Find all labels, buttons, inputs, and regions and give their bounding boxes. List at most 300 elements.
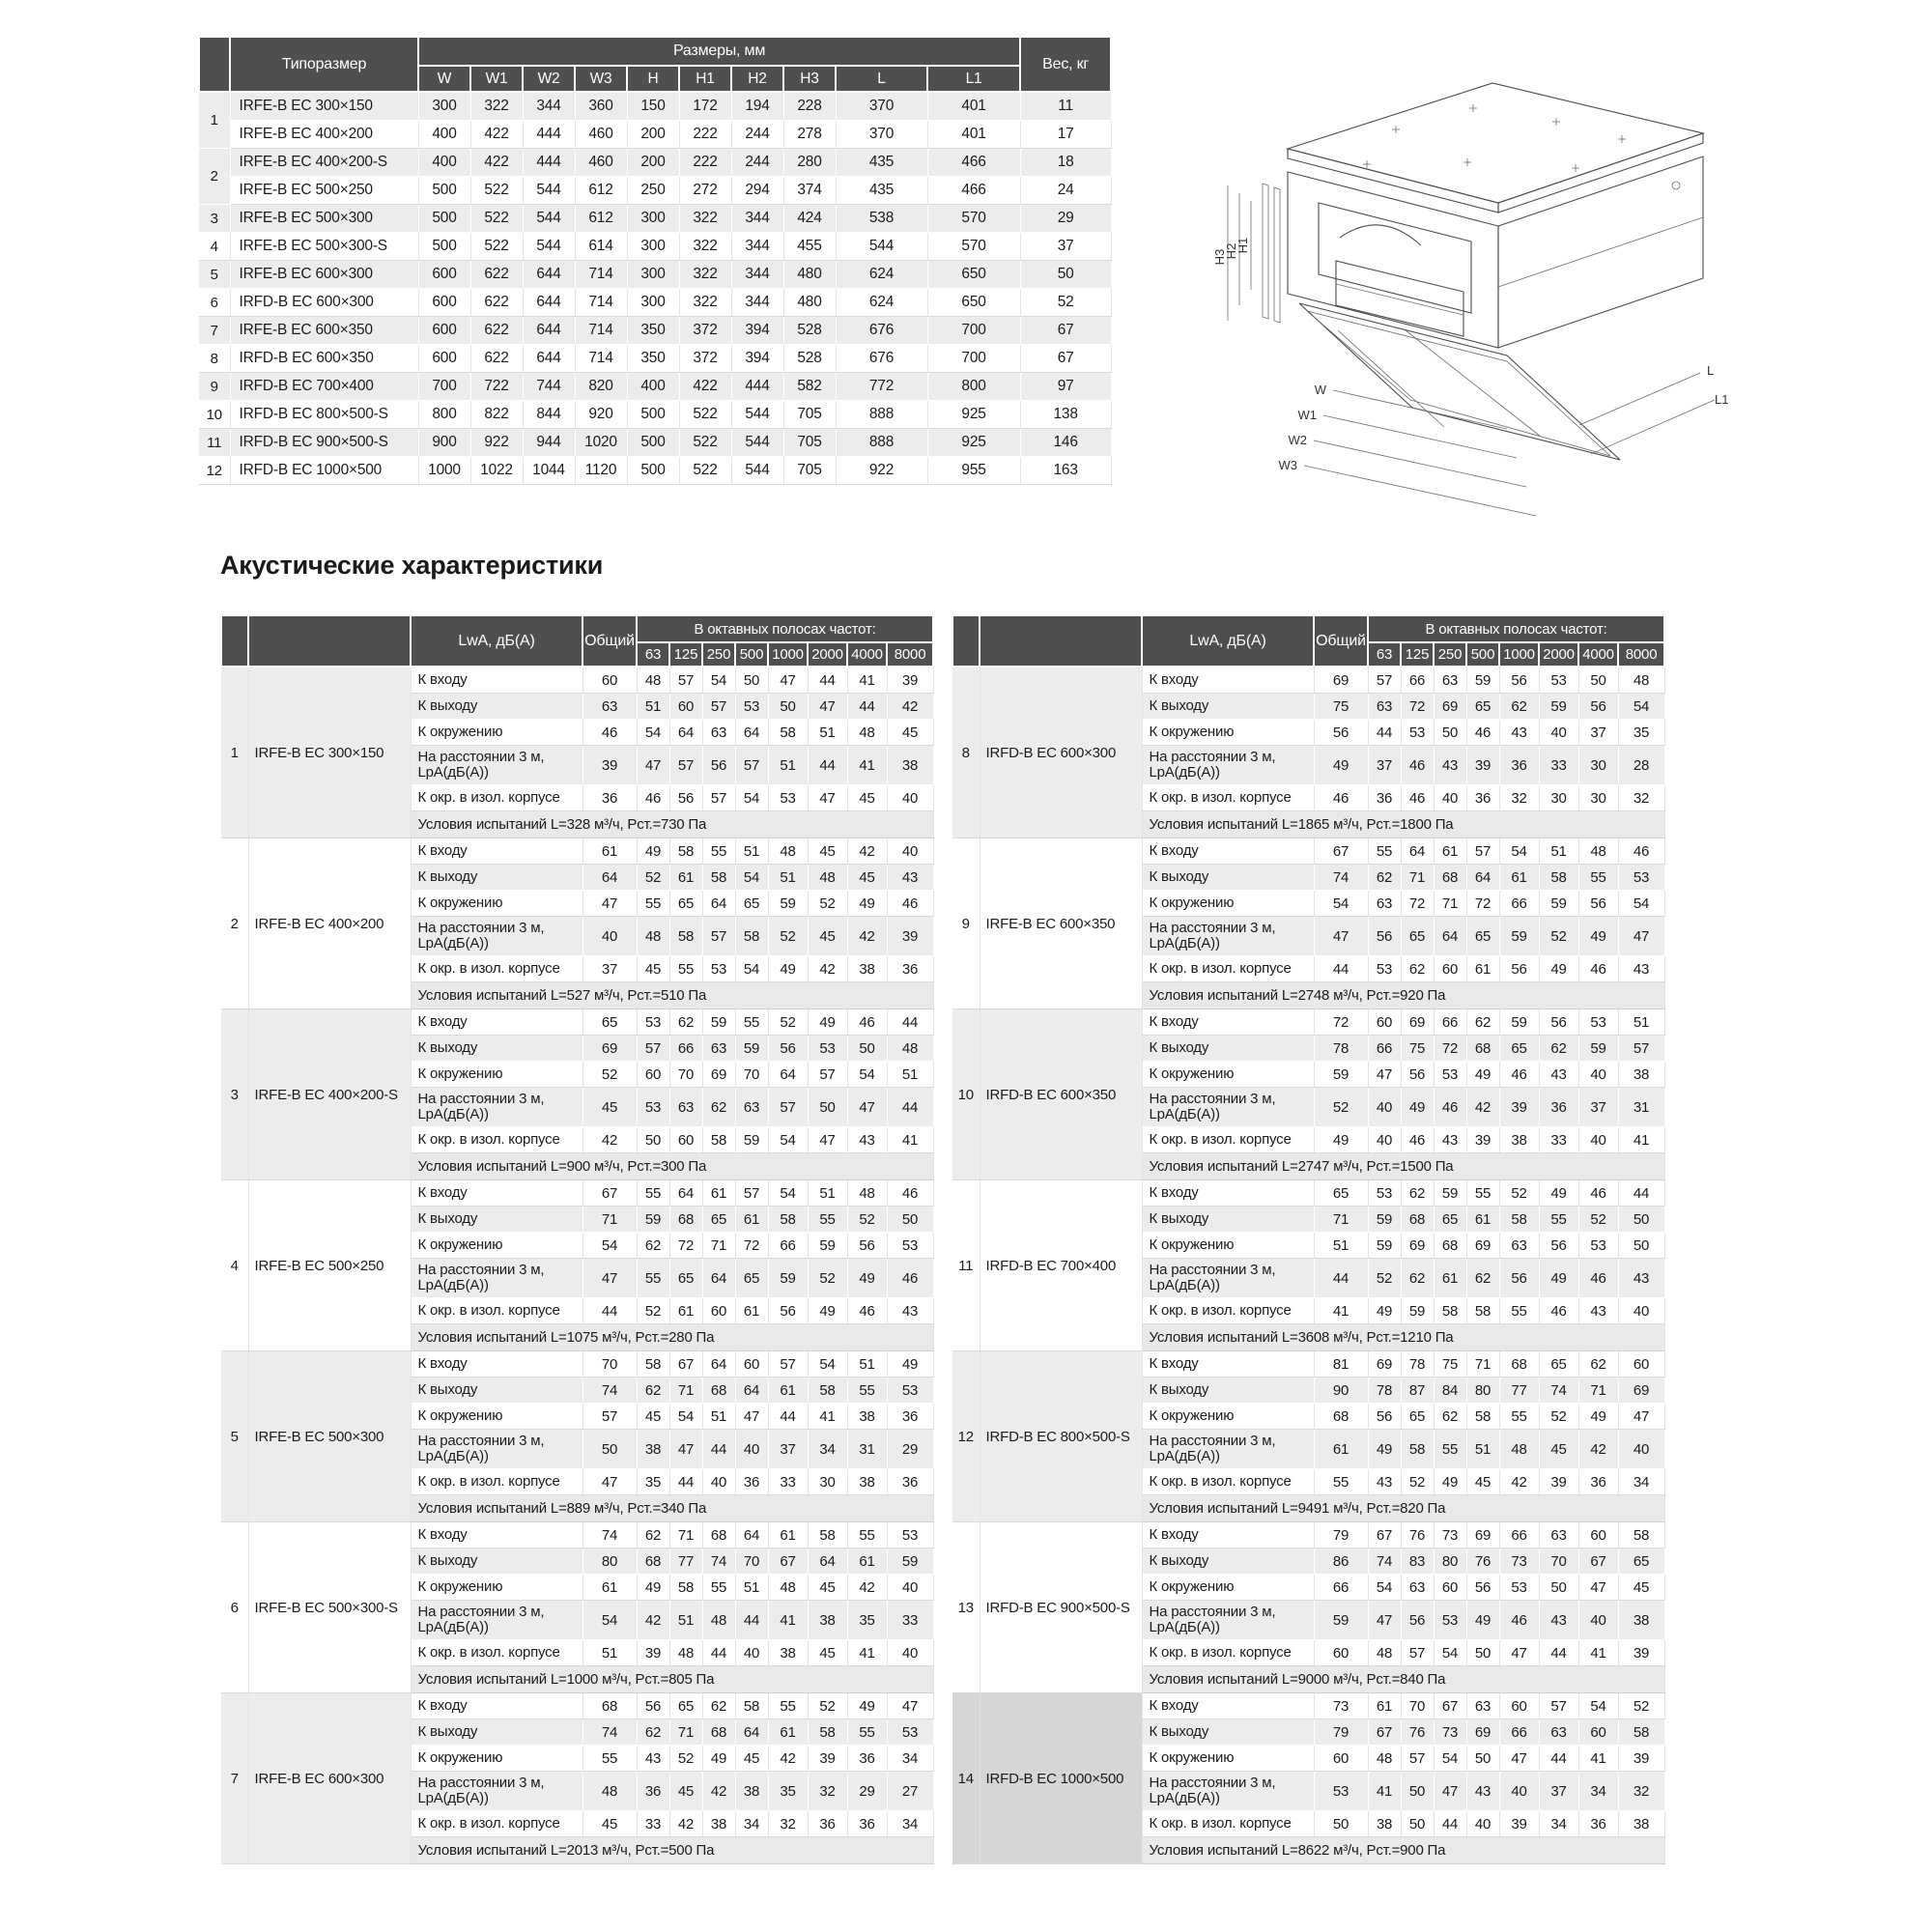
value-cell: 30 <box>808 1469 847 1495</box>
value-cell: 582 <box>783 373 836 401</box>
value-cell: 800 <box>927 373 1020 401</box>
value-cell: 57 <box>582 1404 637 1430</box>
value-cell: 50 <box>847 1036 887 1062</box>
value-cell: 41 <box>847 1640 887 1666</box>
value-cell: 28 <box>1618 746 1664 785</box>
value-cell: 39 <box>1466 1127 1499 1153</box>
value-cell: 35 <box>637 1469 669 1495</box>
value-cell: 47 <box>808 1127 847 1153</box>
value-cell: 67 <box>669 1351 702 1378</box>
value-cell: 43 <box>1539 1062 1578 1088</box>
value-cell: 300 <box>627 233 679 261</box>
value-cell: 43 <box>887 865 933 891</box>
parameter-label: К окр. в изол. корпусе <box>1142 1811 1314 1837</box>
test-conditions: Условия испытаний L=527 м³/ч, Рст.=510 Па <box>411 982 933 1009</box>
dim-label-h1: H1 <box>1236 237 1250 254</box>
value-cell: 65 <box>669 1259 702 1298</box>
value-cell: 322 <box>679 289 731 317</box>
value-cell: 370 <box>836 121 927 149</box>
parameter-label: К входу <box>1142 667 1314 694</box>
value-cell: 58 <box>702 865 735 891</box>
value-cell: 57 <box>702 694 735 720</box>
table-row <box>221 1009 933 1036</box>
value-cell: 58 <box>1499 1207 1539 1233</box>
value-cell: 38 <box>702 1811 735 1837</box>
value-cell: 67 <box>1020 317 1111 345</box>
value-cell: 41 <box>847 667 887 694</box>
value-cell: 522 <box>470 233 523 261</box>
value-cell: 68 <box>702 1719 735 1746</box>
value-cell: 56 <box>1499 956 1539 982</box>
parameter-label: К выходу <box>411 1378 582 1404</box>
value-cell: 350 <box>627 345 679 373</box>
value-cell: 48 <box>1368 1640 1401 1666</box>
value-cell: 39 <box>1618 1640 1664 1666</box>
value-cell: 59 <box>1314 1601 1368 1640</box>
value-cell: 46 <box>1578 1259 1618 1298</box>
value-cell: 194 <box>731 92 783 121</box>
model-name: IRFD-B EC 900×500-S <box>230 429 418 457</box>
value-cell: 52 <box>808 1693 847 1719</box>
dim-col-header: W3 <box>575 66 627 92</box>
value-cell: 48 <box>768 838 808 865</box>
value-cell: 46 <box>637 785 669 811</box>
value-cell: 40 <box>1368 1088 1401 1127</box>
value-cell: 62 <box>1401 956 1434 982</box>
value-cell: 62 <box>1539 1036 1578 1062</box>
table-row <box>221 1180 933 1207</box>
value-cell: 38 <box>1618 1811 1664 1837</box>
value-cell: 53 <box>887 1378 933 1404</box>
row-number: 4 <box>199 233 230 261</box>
value-cell: 435 <box>836 149 927 177</box>
value-cell: 54 <box>669 1404 702 1430</box>
value-cell: 60 <box>669 1127 702 1153</box>
value-cell: 50 <box>1466 1640 1499 1666</box>
value-cell: 36 <box>887 1469 933 1495</box>
parameter-label: К входу <box>1142 1009 1314 1036</box>
value-cell: 62 <box>1578 1351 1618 1378</box>
test-conditions: Условия испытаний L=1000 м³/ч, Рст.=805 Па <box>411 1666 933 1693</box>
value-cell: 56 <box>1401 1601 1434 1640</box>
value-cell: 71 <box>702 1233 735 1259</box>
model-name: IRFD-B EC 700×400 <box>980 1180 1142 1351</box>
value-cell: 46 <box>1434 1088 1466 1127</box>
value-cell: 45 <box>1539 1430 1578 1469</box>
value-cell: 44 <box>887 1009 933 1036</box>
value-cell: 36 <box>582 785 637 811</box>
value-cell: 66 <box>1499 1522 1539 1548</box>
value-cell: 78 <box>1314 1036 1368 1062</box>
value-cell: 53 <box>887 1719 933 1746</box>
table-row <box>199 373 1111 401</box>
value-cell: 62 <box>637 1378 669 1404</box>
value-cell: 62 <box>669 1009 702 1036</box>
value-cell: 46 <box>1499 1601 1539 1640</box>
value-cell: 72 <box>1401 891 1434 917</box>
filter-panels <box>1263 184 1280 323</box>
value-cell: 370 <box>836 92 927 121</box>
value-cell: 51 <box>1466 1430 1499 1469</box>
row-number: 1 <box>221 667 248 838</box>
value-cell: 56 <box>847 1233 887 1259</box>
value-cell: 59 <box>887 1548 933 1575</box>
row-number: 8 <box>199 345 230 373</box>
value-cell: 53 <box>1368 1180 1401 1207</box>
value-cell: 888 <box>836 401 927 429</box>
value-cell: 49 <box>637 838 669 865</box>
parameter-label: К выходу <box>411 865 582 891</box>
value-cell: 1120 <box>575 457 627 485</box>
value-cell: 45 <box>735 1746 768 1772</box>
parameter-label: К выходу <box>1142 1548 1314 1575</box>
value-cell: 30 <box>1539 785 1578 811</box>
value-cell: 49 <box>1539 1180 1578 1207</box>
value-cell: 71 <box>582 1207 637 1233</box>
value-cell: 58 <box>1466 1404 1499 1430</box>
parameter-label: К входу <box>411 1180 582 1207</box>
parameter-label: К окр. в изол. корпусе <box>411 1127 582 1153</box>
value-cell: 58 <box>669 1575 702 1601</box>
value-cell: 64 <box>808 1548 847 1575</box>
parameter-label: К окр. в изол. корпусе <box>1142 785 1314 811</box>
row-number: 1 <box>199 92 230 149</box>
value-cell: 45 <box>669 1772 702 1811</box>
value-cell: 55 <box>1368 838 1401 865</box>
value-cell: 42 <box>702 1772 735 1811</box>
value-cell: 50 <box>1618 1233 1664 1259</box>
value-cell: 59 <box>1578 1036 1618 1062</box>
value-cell: 54 <box>1368 1575 1401 1601</box>
parameter-label: На расстоянии 3 м, LpA(дБ(А)) <box>411 1430 582 1469</box>
value-cell: 922 <box>836 457 927 485</box>
value-cell: 45 <box>637 1404 669 1430</box>
value-cell: 48 <box>1499 1430 1539 1469</box>
value-cell: 36 <box>1499 746 1539 785</box>
acoustic-table-right <box>952 614 1665 1864</box>
value-cell: 61 <box>768 1378 808 1404</box>
acoustic-table-left <box>220 614 934 1864</box>
value-cell: 51 <box>847 1351 887 1378</box>
value-cell: 51 <box>735 1575 768 1601</box>
value-cell: 59 <box>1499 1009 1539 1036</box>
table-row <box>952 1180 1664 1207</box>
value-cell: 372 <box>679 345 731 373</box>
dim-col-header: H1 <box>679 66 731 92</box>
value-cell: 38 <box>847 1404 887 1430</box>
value-cell: 36 <box>847 1746 887 1772</box>
value-cell: 50 <box>1434 720 1466 746</box>
value-cell: 344 <box>523 92 575 121</box>
value-cell: 67 <box>1578 1548 1618 1575</box>
value-cell: 53 <box>1434 1062 1466 1088</box>
table-row <box>199 92 1111 121</box>
band-header: 125 <box>669 642 702 667</box>
value-cell: 47 <box>1578 1575 1618 1601</box>
value-cell: 466 <box>927 149 1020 177</box>
model-column-header <box>248 615 411 667</box>
value-cell: 45 <box>808 917 847 956</box>
value-cell: 34 <box>887 1746 933 1772</box>
value-cell: 51 <box>768 746 808 785</box>
value-cell: 55 <box>768 1693 808 1719</box>
lwa-header: LwA, дБ(A) <box>411 615 582 667</box>
corner-header <box>199 37 230 92</box>
value-cell: 46 <box>582 720 637 746</box>
value-cell: 57 <box>669 746 702 785</box>
value-cell: 17 <box>1020 121 1111 149</box>
test-conditions: Условия испытаний L=8622 м³/ч, Рст.=900 Па <box>1142 1837 1664 1864</box>
value-cell: 40 <box>1618 1298 1664 1324</box>
value-cell: 55 <box>702 838 735 865</box>
model-name: IRFD-B EC 700×400 <box>230 373 418 401</box>
test-conditions: Условия испытаний L=9000 м³/ч, Рст.=840 Па <box>1142 1666 1664 1693</box>
parameter-label: К выходу <box>411 694 582 720</box>
value-cell: 69 <box>1466 1719 1499 1746</box>
value-cell: 714 <box>575 317 627 345</box>
value-cell: 49 <box>847 1693 887 1719</box>
value-cell: 67 <box>768 1548 808 1575</box>
value-cell: 70 <box>735 1062 768 1088</box>
value-cell: 54 <box>1618 694 1664 720</box>
model-name: IRFD-B EC 600×350 <box>980 1009 1142 1180</box>
value-cell: 71 <box>1578 1378 1618 1404</box>
table-row <box>952 1522 1664 1548</box>
value-cell: 600 <box>418 317 470 345</box>
parameter-label: К окр. в изол. корпусе <box>1142 956 1314 982</box>
value-cell: 48 <box>637 917 669 956</box>
value-cell: 600 <box>418 345 470 373</box>
parameter-label: К выходу <box>1142 1207 1314 1233</box>
value-cell: 69 <box>1368 1351 1401 1378</box>
model-name: IRFD-B EC 600×350 <box>230 345 418 373</box>
value-cell: 51 <box>582 1640 637 1666</box>
value-cell: 37 <box>1578 720 1618 746</box>
value-cell: 522 <box>470 177 523 205</box>
value-cell: 444 <box>731 373 783 401</box>
value-cell: 52 <box>808 891 847 917</box>
value-cell: 48 <box>1368 1746 1401 1772</box>
value-cell: 34 <box>735 1811 768 1837</box>
value-cell: 47 <box>1618 1404 1664 1430</box>
value-cell: 44 <box>808 746 847 785</box>
value-cell: 63 <box>582 694 637 720</box>
value-cell: 83 <box>1401 1548 1434 1575</box>
value-cell: 36 <box>808 1811 847 1837</box>
parameter-label: На расстоянии 3 м, LpA(дБ(А)) <box>1142 1259 1314 1298</box>
value-cell: 61 <box>768 1522 808 1548</box>
value-cell: 34 <box>1578 1772 1618 1811</box>
parameter-label: К окружению <box>411 1062 582 1088</box>
value-cell: 322 <box>679 205 731 233</box>
value-cell: 622 <box>470 289 523 317</box>
value-cell: 46 <box>1578 1180 1618 1207</box>
value-cell: 42 <box>669 1811 702 1837</box>
value-cell: 522 <box>470 205 523 233</box>
value-cell: 71 <box>1434 891 1466 917</box>
casing-body <box>1288 156 1703 348</box>
corner-header <box>221 615 248 667</box>
parameter-label: На расстоянии 3 м, LpA(дБ(А)) <box>411 917 582 956</box>
value-cell: 52 <box>847 1207 887 1233</box>
value-cell: 34 <box>887 1811 933 1837</box>
value-cell: 52 <box>1368 1259 1401 1298</box>
value-cell: 65 <box>735 891 768 917</box>
value-cell: 46 <box>1499 1062 1539 1088</box>
value-cell: 59 <box>735 1127 768 1153</box>
value-cell: 50 <box>1314 1811 1368 1837</box>
value-cell: 50 <box>1618 1207 1664 1233</box>
model-name: IRFD-B EC 600×300 <box>980 667 1142 838</box>
value-cell: 700 <box>927 345 1020 373</box>
row-number: 5 <box>221 1351 248 1522</box>
value-cell: 65 <box>1618 1548 1664 1575</box>
value-cell: 43 <box>1434 746 1466 785</box>
value-cell: 644 <box>523 289 575 317</box>
value-cell: 44 <box>847 694 887 720</box>
value-cell: 49 <box>1314 746 1368 785</box>
value-cell: 11 <box>1020 92 1111 121</box>
value-cell: 62 <box>637 1233 669 1259</box>
value-cell: 56 <box>1539 1233 1578 1259</box>
value-cell: 52 <box>1020 289 1111 317</box>
model-name: IRFE-B EC 500×250 <box>248 1180 411 1351</box>
value-cell: 705 <box>783 429 836 457</box>
value-cell: 73 <box>1434 1719 1466 1746</box>
value-cell: 49 <box>702 1746 735 1772</box>
value-cell: 60 <box>1618 1351 1664 1378</box>
band-header: 1000 <box>768 642 808 667</box>
value-cell: 64 <box>702 1259 735 1298</box>
value-cell: 394 <box>731 317 783 345</box>
value-cell: 46 <box>887 1259 933 1298</box>
acoustic-section-title: Акустические характеристики <box>220 551 604 580</box>
value-cell: 500 <box>418 233 470 261</box>
value-cell: 54 <box>582 1233 637 1259</box>
value-cell: 58 <box>1434 1298 1466 1324</box>
weight-column-header: Вес, кг <box>1020 37 1111 92</box>
value-cell: 705 <box>783 401 836 429</box>
value-cell: 48 <box>887 1036 933 1062</box>
value-cell: 32 <box>1618 785 1664 811</box>
value-cell: 71 <box>1401 865 1434 891</box>
value-cell: 64 <box>702 1351 735 1378</box>
dim-col-header: H3 <box>783 66 836 92</box>
height-dimensions <box>1212 185 1251 321</box>
value-cell: 45 <box>582 1088 637 1127</box>
parameter-label: К выходу <box>411 1719 582 1746</box>
model-name: IRFE-B EC 300×150 <box>230 92 418 121</box>
value-cell: 622 <box>470 317 523 345</box>
value-cell: 68 <box>637 1548 669 1575</box>
value-cell: 39 <box>582 746 637 785</box>
value-cell: 53 <box>887 1522 933 1548</box>
value-cell: 66 <box>1314 1575 1368 1601</box>
value-cell: 46 <box>1466 720 1499 746</box>
value-cell: 172 <box>679 92 731 121</box>
value-cell: 650 <box>927 289 1020 317</box>
value-cell: 44 <box>1314 956 1368 982</box>
value-cell: 60 <box>1434 1575 1466 1601</box>
value-cell: 53 <box>1434 1601 1466 1640</box>
value-cell: 42 <box>637 1601 669 1640</box>
value-cell: 56 <box>768 1036 808 1062</box>
parameter-label: К окружению <box>411 891 582 917</box>
value-cell: 150 <box>627 92 679 121</box>
value-cell: 51 <box>768 865 808 891</box>
value-cell: 54 <box>702 667 735 694</box>
value-cell: 68 <box>582 1693 637 1719</box>
value-cell: 43 <box>847 1127 887 1153</box>
value-cell: 69 <box>1314 667 1368 694</box>
value-cell: 55 <box>669 956 702 982</box>
value-cell: 74 <box>1314 865 1368 891</box>
unit-isometric-drawing <box>1174 41 1734 524</box>
value-cell: 61 <box>702 1180 735 1207</box>
value-cell: 64 <box>669 720 702 746</box>
value-cell: 64 <box>768 1062 808 1088</box>
value-cell: 45 <box>582 1811 637 1837</box>
parameter-label: К входу <box>411 1009 582 1036</box>
value-cell: 60 <box>735 1351 768 1378</box>
value-cell: 544 <box>731 457 783 485</box>
value-cell: 44 <box>735 1601 768 1640</box>
value-cell: 70 <box>1401 1693 1434 1719</box>
value-cell: 34 <box>1539 1811 1578 1837</box>
value-cell: 63 <box>669 1088 702 1127</box>
value-cell: 322 <box>470 92 523 121</box>
value-cell: 18 <box>1020 149 1111 177</box>
value-cell: 54 <box>1434 1640 1466 1666</box>
value-cell: 401 <box>927 121 1020 149</box>
value-cell: 61 <box>669 865 702 891</box>
table-row <box>221 838 933 865</box>
value-cell: 78 <box>1368 1378 1401 1404</box>
value-cell: 528 <box>783 345 836 373</box>
value-cell: 47 <box>669 1430 702 1469</box>
value-cell: 57 <box>1618 1036 1664 1062</box>
test-conditions: Условия испытаний L=1075 м³/ч, Рст.=280 Па <box>411 1324 933 1351</box>
value-cell: 53 <box>1578 1233 1618 1259</box>
value-cell: 422 <box>470 149 523 177</box>
value-cell: 64 <box>582 865 637 891</box>
value-cell: 44 <box>1618 1180 1664 1207</box>
value-cell: 622 <box>470 261 523 289</box>
dim-col-header: H <box>627 66 679 92</box>
value-cell: 49 <box>1368 1430 1401 1469</box>
value-cell: 55 <box>847 1719 887 1746</box>
value-cell: 40 <box>1368 1127 1401 1153</box>
value-cell: 39 <box>637 1640 669 1666</box>
value-cell: 64 <box>735 720 768 746</box>
band-header: 63 <box>1368 642 1401 667</box>
value-cell: 48 <box>637 667 669 694</box>
value-cell: 55 <box>1466 1180 1499 1207</box>
value-cell: 424 <box>783 205 836 233</box>
parameter-label: К окружению <box>411 1575 582 1601</box>
value-cell: 53 <box>808 1036 847 1062</box>
parameter-label: К окр. в изол. корпусе <box>1142 1469 1314 1495</box>
value-cell: 66 <box>1499 891 1539 917</box>
value-cell: 222 <box>679 149 731 177</box>
value-cell: 46 <box>1578 956 1618 982</box>
value-cell: 41 <box>768 1601 808 1640</box>
value-cell: 1020 <box>575 429 627 457</box>
value-cell: 37 <box>582 956 637 982</box>
value-cell: 40 <box>887 1575 933 1601</box>
value-cell: 90 <box>1314 1378 1368 1404</box>
value-cell: 44 <box>582 1298 637 1324</box>
